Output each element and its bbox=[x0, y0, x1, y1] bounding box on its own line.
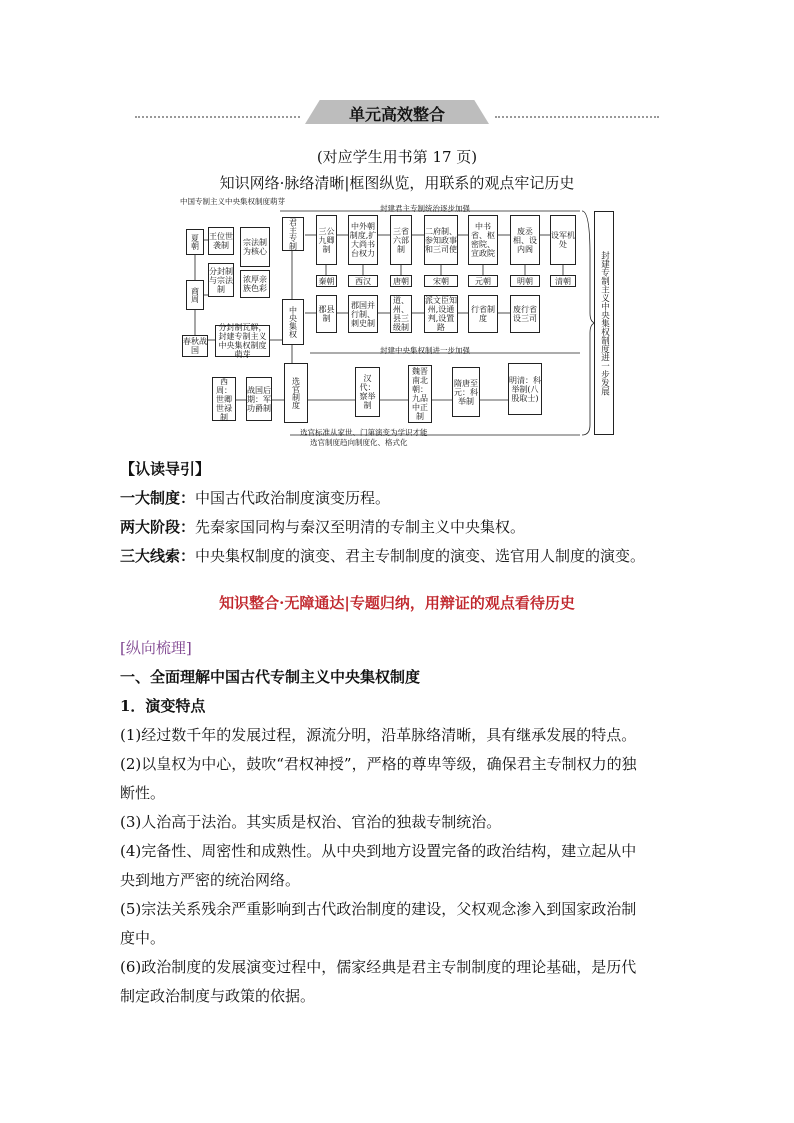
arrow-label-top: 封建君主专制统治逐步加强 bbox=[380, 204, 470, 213]
dynasty-label-5: 元朝 bbox=[468, 275, 498, 287]
page-reference: (对应学生用书第 17 页) bbox=[316, 148, 478, 166]
guide-label-3: 三大线索： bbox=[120, 547, 196, 565]
knowledge-network-diagram bbox=[180, 195, 620, 450]
bot-box-2: 战国后期：军功爵制 bbox=[246, 377, 272, 421]
dynasty-label-1: 秦朝 bbox=[316, 275, 337, 287]
sprout-label: 中国专制主义中央集权制度萌芽 bbox=[180, 197, 285, 206]
top-box-6: 废丞相、设内阁 bbox=[510, 215, 540, 265]
dynasty-label-6: 明朝 bbox=[510, 275, 540, 287]
mid-box-3: 道、州、县三级制 bbox=[390, 295, 412, 333]
mid-box-2: 郡国并行制、刺史制 bbox=[348, 295, 378, 333]
point-line-7: (5)宗法关系残余严重影响到古代政治制度的建设，父权观念渗入到国家政治制 bbox=[120, 900, 637, 918]
guide-line-3 bbox=[120, 545, 645, 566]
guide-line-2 bbox=[120, 516, 525, 537]
top-box-2: 中外朝制度,扩大尚书台权力 bbox=[348, 215, 378, 265]
point-line-9: (6)政治制度的发展演变过程中，儒家经典是君主专制制度的理论基础，是历代 bbox=[120, 958, 637, 976]
dynasty-label-4: 宋朝 bbox=[424, 275, 458, 287]
arrow-label-bottom2: 选官制度趋向制度化、格式化 bbox=[310, 438, 408, 447]
guide-label-2: 两大阶段： bbox=[120, 518, 196, 536]
banner-dots-right bbox=[495, 116, 659, 118]
dynasty-label-2: 西汉 bbox=[348, 275, 378, 287]
point-line-5: (4)完备性、周密性和成熟性。从中央到地方设置完备的政治结构，建立起从中 bbox=[120, 842, 637, 860]
bot-box-4: 魏晋南北朝：九品中正制 bbox=[408, 365, 432, 423]
box-fenfeng: 分封制与宗法制 bbox=[208, 263, 234, 297]
top-box-3: 三省六部制 bbox=[390, 215, 412, 265]
box-junzhu: 君主专制 bbox=[282, 217, 304, 251]
banner-title: 单元高效整合 bbox=[348, 105, 445, 124]
mid-box-5: 行省制度 bbox=[468, 295, 498, 333]
mid-box-1: 郡县制 bbox=[316, 295, 337, 333]
guide-line-1 bbox=[120, 487, 390, 508]
top-box-7: 设军机处 bbox=[550, 215, 576, 265]
box-xuanguan: 选官制度 bbox=[284, 363, 308, 423]
banner-dots-left bbox=[135, 116, 300, 118]
box-wangwei: 王位世袭制 bbox=[208, 227, 234, 255]
point-line-8: 度中。 bbox=[120, 929, 166, 947]
dynasty-label-3: 唐朝 bbox=[390, 275, 412, 287]
guide-text-2: 先秦家国同构与秦汉至明清的专制主义中央集权。 bbox=[195, 518, 526, 536]
period-shang-zhou: 商周 bbox=[186, 280, 204, 310]
mid-box-6: 废行省设三司 bbox=[510, 295, 540, 333]
bot-box-5: 隋唐至元：科举制 bbox=[452, 367, 480, 417]
box-zongfa: 宗法制为核心 bbox=[240, 227, 270, 267]
subsection-1-heading: 1．演变特点 bbox=[120, 697, 206, 715]
bot-box-3: 汉代：察举制 bbox=[355, 367, 380, 417]
bot-box-1: 西周：世卿世禄制 bbox=[212, 377, 236, 421]
guide-text-3: 中央集权制度的演变、君主专制制度的演变、选官用人制度的演变。 bbox=[195, 547, 646, 565]
mid-box-4: 派文臣知州,设通判,设置路 bbox=[425, 296, 457, 332]
integration-title: 知识整合·无障通达|专题归纳，用辩证的观点看待历史 bbox=[219, 594, 575, 612]
dynasty-label-7: 清朝 bbox=[550, 275, 576, 287]
section-banner bbox=[135, 100, 659, 126]
point-line-1: (1)经过数千年的发展过程，源流分明，沿革脉络清晰，具有继承发展的特点。 bbox=[120, 726, 637, 744]
arrow-label-mid: 封建中央集权制进一步加强 bbox=[380, 346, 470, 355]
point-line-10: 制定政治制度与政策的依据。 bbox=[120, 987, 316, 1005]
period-chunqiu: 春秋战国 bbox=[183, 337, 207, 355]
section-1-heading: 一、全面理解中国古代专制主义中央集权制度 bbox=[120, 668, 421, 686]
network-title: 知识网络·脉络清晰|框图纵览，用联系的观点牢记历史 bbox=[219, 174, 575, 192]
point-line-2: (2)以皇权为中心，鼓吹“君权神授”，严格的尊卑等级，确保君主专制权力的独 bbox=[120, 755, 637, 773]
guide-text-1: 中国古代政治制度演变历程。 bbox=[195, 489, 391, 507]
top-box-5: 中书省、枢密院、宣政院 bbox=[468, 215, 498, 265]
bot-box-6: 明清：科举制(八股取士) bbox=[508, 363, 542, 415]
right-summary-box: 封建专制主义中央集权制度进一步发展 bbox=[594, 211, 614, 435]
point-line-3: 断性。 bbox=[120, 784, 166, 802]
box-bloody: 浓厚亲族色彩 bbox=[240, 270, 270, 298]
section-tag: [纵向梳理] bbox=[120, 639, 192, 657]
guide-heading: 【认读导引】 bbox=[120, 460, 211, 478]
arrow-label-bottom1: 选官标准从家世、门第演变为学识才能 bbox=[300, 428, 428, 437]
point-line-6: 央到地方严密的统治网络。 bbox=[120, 871, 301, 889]
top-box-4: 二府制、参知政事和三司使 bbox=[424, 215, 458, 265]
box-zhongyang: 中央集权 bbox=[282, 299, 304, 345]
top-box-1: 三公九卿制 bbox=[316, 215, 337, 265]
period-xia: 夏朝 bbox=[186, 229, 204, 255]
point-line-4: (3)人治高于法治。其实质是权治、官治的独裁专制统治。 bbox=[120, 813, 502, 831]
guide-label-1: 一大制度： bbox=[120, 489, 196, 507]
box-sprout: 分封制瓦解，封建专制主义中央集权制度萌芽 bbox=[215, 325, 270, 357]
